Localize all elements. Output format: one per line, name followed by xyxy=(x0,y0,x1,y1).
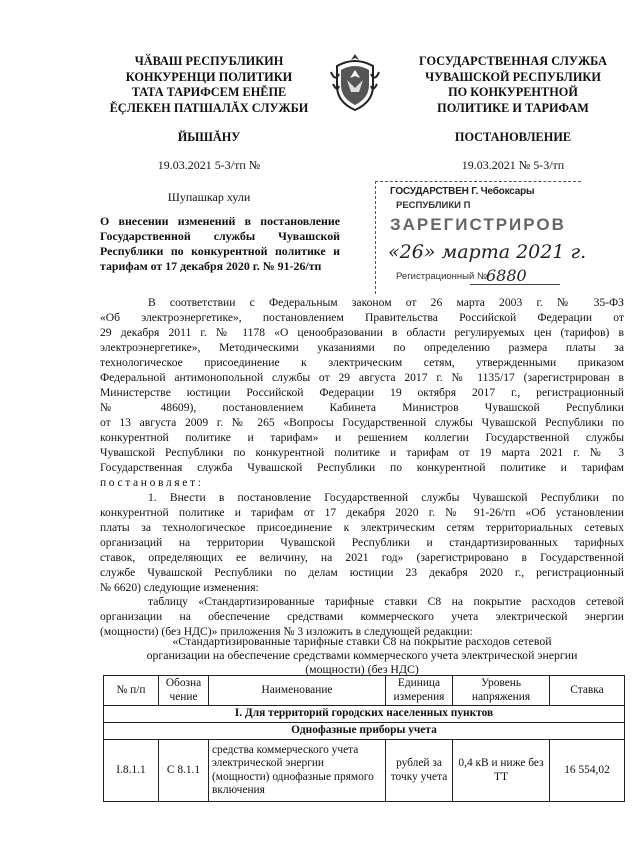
doc-type-left: ЙЫШĂНУ xyxy=(177,130,241,144)
registration-stamp xyxy=(375,181,587,294)
table-title-line: (мощности) (без НДС) xyxy=(305,662,419,676)
stamp-registered: ЗАРЕГИСТРИРОВ xyxy=(390,215,566,234)
item-1-line: ставок, определяющих ее величину, на 2021 год» (зарегистрировано в Государственной xyxy=(100,551,624,564)
table-header-row xyxy=(104,676,625,706)
col-header: Ставка xyxy=(550,676,625,706)
item-1-sub-line: (мощности) (без НДС)» приложения № 3 изложить в следующей редакции: xyxy=(100,625,473,638)
item-1-sub-line: таблицу «Стандартизированные тарифные ставки С8 на покрытие расходов сетевой xyxy=(148,595,624,608)
preamble-line: технологическое присоединение к электрическим сетям, утвержденными приказом xyxy=(100,356,624,369)
header-left-line: КОНКУРЕНЦИ ПОЛИТИКИ xyxy=(125,69,293,84)
preamble-line: Министерстве юстиции Российской Федерации 19 октября 2017 г., регистрационный xyxy=(100,386,624,399)
item-1-line: организаций на территории Чувашской Республики и стандартизированных тарифных xyxy=(100,536,624,549)
item-1 xyxy=(100,490,624,595)
title-line: тарифам от 17 декабря 2020 г. № 91-26/тп xyxy=(100,259,322,273)
preamble-line: В соответствии с Федеральным законом от 26 марта 2003 г. № 35-ФЗ xyxy=(148,296,624,309)
title-line: Государственной службы Чувашской xyxy=(100,229,340,243)
stamp-reg-label: Регистрационный № xyxy=(396,271,488,282)
cell-voltage: 0,4 кВ и ниже без ТТ xyxy=(453,740,550,802)
cell-unit: рублей за точку учета xyxy=(386,740,453,802)
subsection-label: Однофазные приборы учета xyxy=(104,723,625,740)
title-line: О внесении изменений в постановление xyxy=(100,214,340,228)
date-number-left: 19.03.2021 5-3/тп № xyxy=(157,158,261,172)
stamp-reg-number: 6880 xyxy=(486,266,527,285)
date-number-right: 19.03.2021 № 5-3/тп xyxy=(461,158,565,172)
stamp-line: ГОСУДАРСТВЕН Г. Чебоксары xyxy=(390,186,535,197)
item-1-line: 1. Внести в постановление Государственной службы Чувашской Республики по xyxy=(148,491,624,504)
preamble-line: Федеральной антимонопольной службы от 29 августа 2017 г. № 1135/17 (зарегистрирован в xyxy=(100,371,624,384)
doc-type-right: ПОСТАНОВЛЕНИЕ xyxy=(454,130,572,144)
header-right-line: ГОСУДАРСТВЕННАЯ СЛУЖБА xyxy=(419,54,607,68)
stamp-line: РЕСПУБЛИКИ П xyxy=(396,200,471,211)
col-header: Обозна чение xyxy=(159,676,209,706)
header-left xyxy=(100,54,318,116)
item-1-line: № 6620) следующие изменения: xyxy=(100,581,259,594)
document-title xyxy=(100,214,340,274)
table-row xyxy=(104,740,625,802)
header-left-line: ЧӐВАШ РЕСПУБЛИКИН xyxy=(134,54,284,68)
cell-number: I.8.1.1 xyxy=(104,740,159,802)
header-right-line: ПО КОНКУРЕНТНОЙ xyxy=(448,85,578,100)
section-label: I. Для территорий городских населенных пунктов xyxy=(104,706,625,723)
table-title xyxy=(100,634,624,676)
table-title-line: «Стандартизированные тарифные ставки С8 на покрытие расходов сетевой xyxy=(172,634,552,648)
header-left-line: ĔÇЛЕКЕН ПАТШАЛĂХ СЛУЖБИ xyxy=(109,100,309,115)
header-right-line: ПОЛИТИКЕ И ТАРИФАМ xyxy=(437,100,589,115)
preamble xyxy=(100,295,624,490)
table-title-line: организации на обеспечение средствами коммерческого учета электрической энергии xyxy=(146,648,578,662)
title-line: Республики по конкурентной политике и xyxy=(100,244,340,258)
place-left: Шупашкар хули xyxy=(167,190,251,204)
postanovlyaet: постановляет: xyxy=(100,476,204,489)
table-section-row xyxy=(104,706,625,723)
preamble-line: № 48609), постановлением Кабинета Министров Чувашской Республики xyxy=(100,401,624,414)
tariff-table xyxy=(103,675,625,802)
col-header: Наименование xyxy=(209,676,386,706)
table-subsection-row xyxy=(104,723,625,740)
preamble-line: Государственная служба Чувашской Республики по конкурентной политике и тарифам xyxy=(100,461,624,474)
item-1-line: службе Чувашской Республики по делам юстиции 23 декабря 2020 г., регистрационный xyxy=(100,566,624,579)
preamble-line: от 13 августа 2009 г. № 265 «Вопросы Государственной службы Чувашской Республики по xyxy=(100,416,624,429)
stamp-underline xyxy=(470,284,560,285)
item-1-sub-line: организации на обеспечение средствами коммерческого учета электрической энергии xyxy=(100,610,624,623)
preamble-line: конкурентной политике и тарифам» и решением коллегии Государственной службы xyxy=(100,431,624,444)
preamble-line: Чувашской Республики по конкурентной политике и тарифам от 19 марта 2021 г. № 3 xyxy=(100,446,624,459)
header-left-line: ТАТА ТАРИФСЕМ ЕНĔПЕ xyxy=(131,85,287,100)
col-header: Единица измерения xyxy=(386,676,453,706)
cell-rate: 16 554,02 xyxy=(550,740,625,802)
header-right xyxy=(402,54,624,116)
item-1-sub xyxy=(100,594,624,639)
chuvash-emblem-icon xyxy=(329,52,381,112)
preamble-line: «Об электроэнергетике», постановлением Правительства Российской Федерации от xyxy=(100,311,624,324)
preamble-line: электроэнергетике», Методическими указаниями по определению размера платы за xyxy=(100,341,624,354)
stamp-date: «26» марта 2021 г. xyxy=(388,241,587,263)
cell-name: средства коммерческого учета электрической энергии (мощности) однофазные прямого включения xyxy=(209,740,386,802)
item-1-line: конкурентной политике и тарифам от 17 декабря 2020 г. № 91-26/тп «Об установлении xyxy=(100,506,624,519)
cell-code: С 8.1.1 xyxy=(159,740,209,802)
preamble-line: 29 декабря 2011 г. № 1178 «О ценообразовании в области регулируемых цен (тарифов) в xyxy=(100,326,624,339)
item-1-line: платы за технологическое присоединение к электрическим сетям территориальных сетевых xyxy=(100,521,624,534)
header-right-line: ЧУВАШСКОЙ РЕСПУБЛИКИ xyxy=(425,69,601,84)
col-header: № п/п xyxy=(104,676,159,706)
col-header: Уровень напряжения xyxy=(453,676,550,706)
